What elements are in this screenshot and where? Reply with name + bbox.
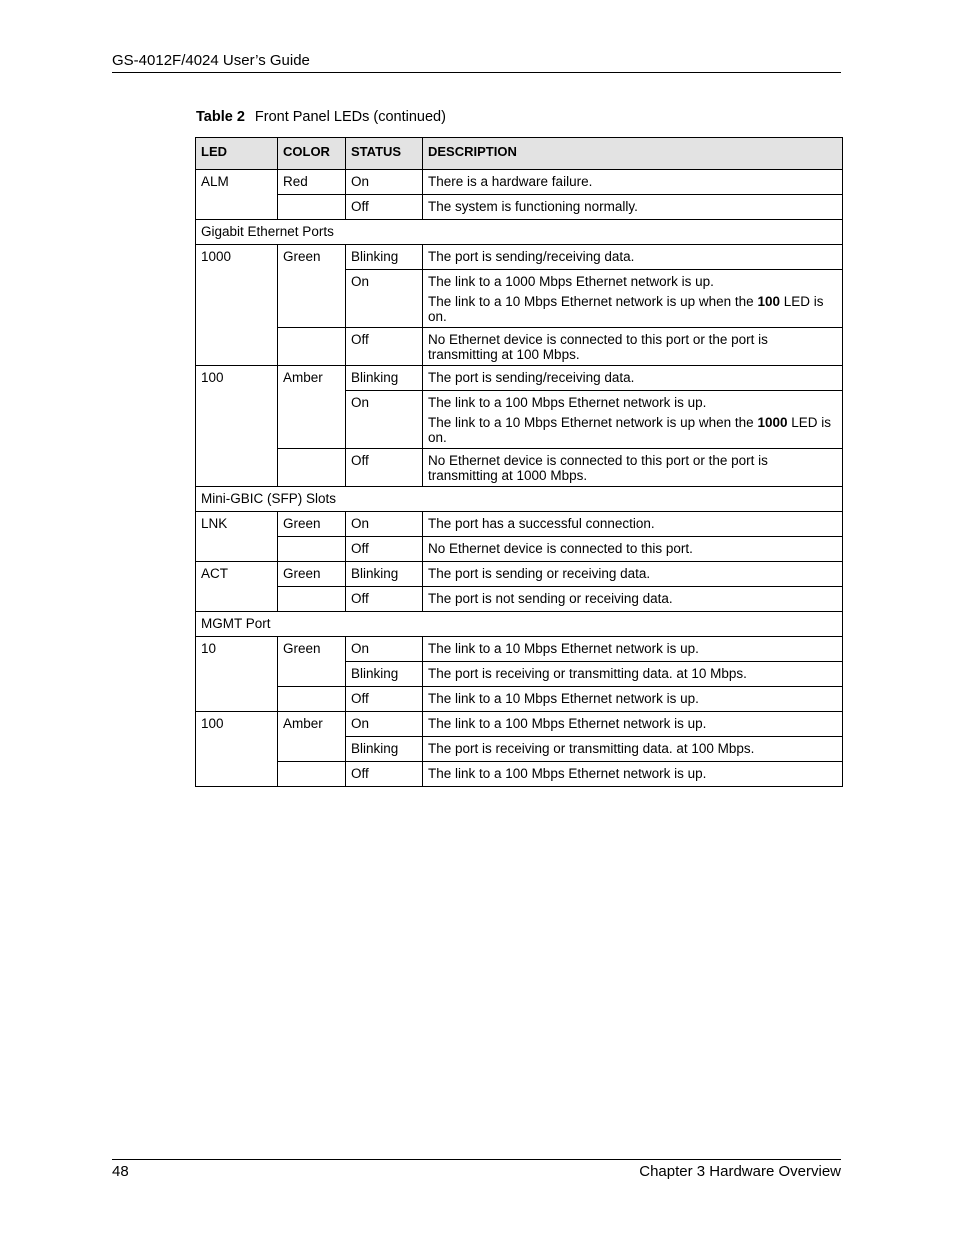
table-row: [196, 449, 843, 487]
description-cell: There is a hardware failure.: [423, 170, 843, 195]
table-row: [196, 637, 843, 662]
status-cell: On: [346, 712, 423, 737]
color-cell: Amber: [278, 366, 346, 449]
led-cell: 1000: [196, 245, 278, 366]
description-cell: The port is sending or receiving data.: [423, 562, 843, 587]
column-header-led: LED: [196, 138, 278, 170]
color-cell-empty: [278, 449, 346, 487]
color-cell-empty: [278, 195, 346, 220]
table-caption: [196, 108, 446, 126]
description-line: [428, 415, 838, 445]
description-cell: The link to a 100 Mbps Ethernet network is up.: [423, 762, 843, 787]
status-cell: Blinking: [346, 366, 423, 391]
section-row: [196, 220, 843, 245]
description-cell: The port is sending/receiving data.: [423, 245, 843, 270]
status-cell: Off: [346, 195, 423, 220]
description-line: [428, 294, 838, 324]
status-cell: On: [346, 270, 423, 328]
description-cell: The port is receiving or transmitting data. at 100 Mbps.: [423, 737, 843, 762]
column-header-description: DESCRIPTION: [423, 138, 843, 170]
color-cell-empty: [278, 587, 346, 612]
status-cell: Off: [346, 449, 423, 487]
table-row: [196, 512, 843, 537]
color-cell: Green: [278, 637, 346, 687]
description-cell: The link to a 10 Mbps Ethernet network is up.: [423, 637, 843, 662]
status-cell: Off: [346, 328, 423, 366]
section-row: [196, 612, 843, 637]
table-row: [196, 245, 843, 270]
front-panel-leds-table: [195, 137, 843, 787]
status-cell: Off: [346, 687, 423, 712]
description-cell: The port is receiving or transmitting data. at 10 Mbps.: [423, 662, 843, 687]
status-cell: On: [346, 512, 423, 537]
description-cell: The port has a successful connection.: [423, 512, 843, 537]
status-cell: Off: [346, 587, 423, 612]
description-text: The link to a 10 Mbps Ethernet network is up when the: [428, 415, 758, 430]
table-row: [196, 170, 843, 195]
table-row: [196, 366, 843, 391]
document-title: GS-4012F/4024 User’s Guide: [112, 52, 310, 69]
description-text: LED is on.: [428, 294, 824, 324]
description-bold-text: 100: [757, 294, 780, 309]
page-footer: [112, 1159, 841, 1181]
status-cell: On: [346, 170, 423, 195]
color-cell: Amber: [278, 712, 346, 762]
color-cell: Green: [278, 562, 346, 587]
status-cell: Off: [346, 762, 423, 787]
section-label-gigabit: Gigabit Ethernet Ports: [196, 220, 843, 245]
led-cell: 10: [196, 637, 278, 712]
table-row: [196, 328, 843, 366]
description-cell: [423, 270, 843, 328]
led-cell: ALM: [196, 170, 278, 220]
led-cell: 100: [196, 366, 278, 487]
status-cell: Blinking: [346, 562, 423, 587]
table-row: [196, 712, 843, 737]
table-row: [196, 587, 843, 612]
color-cell: Red: [278, 170, 346, 195]
description-cell: No Ethernet device is connected to this port.: [423, 537, 843, 562]
description-cell: [423, 391, 843, 449]
table-row: [196, 537, 843, 562]
color-cell-empty: [278, 328, 346, 366]
description-line: The link to a 100 Mbps Ethernet network is up.: [428, 395, 707, 410]
description-cell: The link to a 100 Mbps Ethernet network is up.: [423, 712, 843, 737]
color-cell: Green: [278, 245, 346, 328]
column-header-color: COLOR: [278, 138, 346, 170]
description-cell: No Ethernet device is connected to this port or the port is transmitting at 100 Mbps.: [423, 328, 843, 366]
status-cell: Blinking: [346, 245, 423, 270]
section-label-mgmt: MGMT Port: [196, 612, 843, 637]
status-cell: Blinking: [346, 737, 423, 762]
column-header-status: STATUS: [346, 138, 423, 170]
led-cell: ACT: [196, 562, 278, 612]
page-header: [112, 52, 841, 73]
description-cell: No Ethernet device is connected to this port or the port is transmitting at 1000 Mbps.: [423, 449, 843, 487]
status-cell: Off: [346, 537, 423, 562]
color-cell-empty: [278, 537, 346, 562]
led-cell: LNK: [196, 512, 278, 562]
table-row: [196, 762, 843, 787]
description-text: LED is on.: [428, 415, 831, 445]
color-cell-empty: [278, 687, 346, 712]
description-cell: The link to a 10 Mbps Ethernet network is up.: [423, 687, 843, 712]
table-header-row: [196, 138, 843, 170]
color-cell-empty: [278, 762, 346, 787]
section-label-sfp: Mini-GBIC (SFP) Slots: [196, 487, 843, 512]
table-number: Table 2: [196, 109, 245, 125]
table-title: Front Panel LEDs (continued): [254, 109, 446, 125]
page-number: 48: [112, 1163, 129, 1180]
chapter-title: Chapter 3 Hardware Overview: [639, 1163, 841, 1180]
status-cell: On: [346, 637, 423, 662]
description-cell: The port is sending/receiving data.: [423, 366, 843, 391]
color-cell: Green: [278, 512, 346, 537]
table-row: [196, 562, 843, 587]
description-line: The link to a 1000 Mbps Ethernet network is up.: [428, 274, 714, 289]
description-text: The link to a 10 Mbps Ethernet network is up when the: [428, 294, 758, 309]
description-cell: The port is not sending or receiving data.: [423, 587, 843, 612]
led-cell: 100: [196, 712, 278, 787]
table-row: [196, 687, 843, 712]
description-bold-text: 1000: [757, 415, 788, 430]
description-cell: The system is functioning normally.: [423, 195, 843, 220]
status-cell: On: [346, 391, 423, 449]
section-row: [196, 487, 843, 512]
status-cell: Blinking: [346, 662, 423, 687]
table-row: [196, 195, 843, 220]
